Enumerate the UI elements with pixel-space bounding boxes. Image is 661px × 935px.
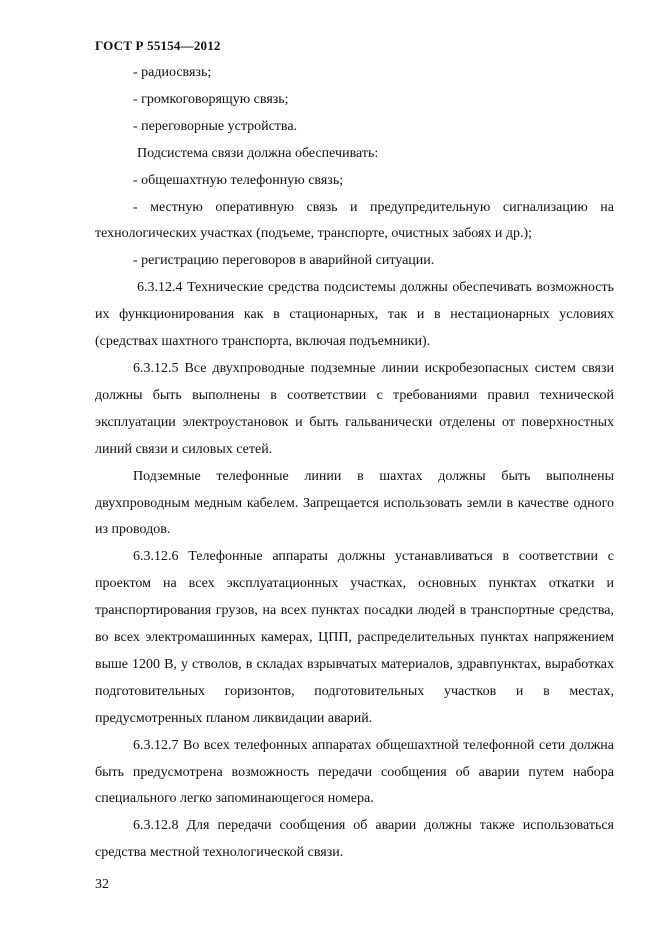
page-number: 32 <box>95 877 109 892</box>
document-body <box>95 60 614 867</box>
list-item-local-signaling: - местную оперативную связь и предупредительную сигнализацию на технологических участках (подъеме, транспорте, очистных забоях и др.); <box>95 199 614 242</box>
list-item-mine-telephone: - общешахтную телефонную связь; <box>133 172 344 188</box>
list-item-intercom: - переговорные устройства. <box>133 118 298 134</box>
paragraph-6-3-12-8: 6.3.12.8 Для передачи сообщения об аварии должны также использоваться средства местной технологической связи. <box>95 818 614 861</box>
paragraph-6-3-12-7: 6.3.12.7 Во всех телефонных аппаратах общешахтной телефонной сети должна быть предусмотрена возможность передачи сообщения об аварии путем набора специального легко запоминающегося номера. <box>95 737 614 807</box>
paragraph-underground-lines: Подземные телефонные линии в шахтах должны быть выполнены двухпроводным медным кабелем. Запрещается использовать земли в качестве одного из проводов. <box>95 468 614 538</box>
list-item-recording: - регистрацию переговоров в аварийной ситуации. <box>133 253 435 269</box>
paragraph-subsystem-intro: Подсистема связи должна обеспечивать: <box>137 145 379 161</box>
list-item-loudspeaker: - громкоговорящую связь; <box>133 91 289 107</box>
paragraph-6-3-12-4: 6.3.12.4 Технические средства подсистемы должны обеспечивать возможность их функционирования как в стационарных, так и в нестационарных условиях (средствах шахтного транспорта, включая подъемники). <box>95 280 614 350</box>
standard-header: ГОСТ Р 55154—2012 <box>95 38 221 53</box>
list-item-radio: - радиосвязь; <box>133 65 212 80</box>
paragraph-6-3-12-6: 6.3.12.6 Телефонные аппараты должны устанавливаться в соответствии с проектом на всех эксплуатационных участках, основных пунктах откатки и транспортирования грузов, на всех пунктах посадки людей в транспортные средства, во всех электромашинных камерах, ЦПП, распределительных пунктах напряжением выше 1200 В, у стволов, в складах взрывчатых материалов, здравпунктах, выработках подготовительных горизонтов, подготовительных участков и в местах, предусмотренных планом ликвидации аварий. <box>95 549 614 726</box>
paragraph-6-3-12-5: 6.3.12.5 Все двухпроводные подземные линии искробезопасных систем связи должны быть выполнены в соответствии с требованиями правил технической эксплуатации электроустановок и быть гальванически отделены от поверхностных линий связи и силовых сетей. <box>95 360 614 457</box>
